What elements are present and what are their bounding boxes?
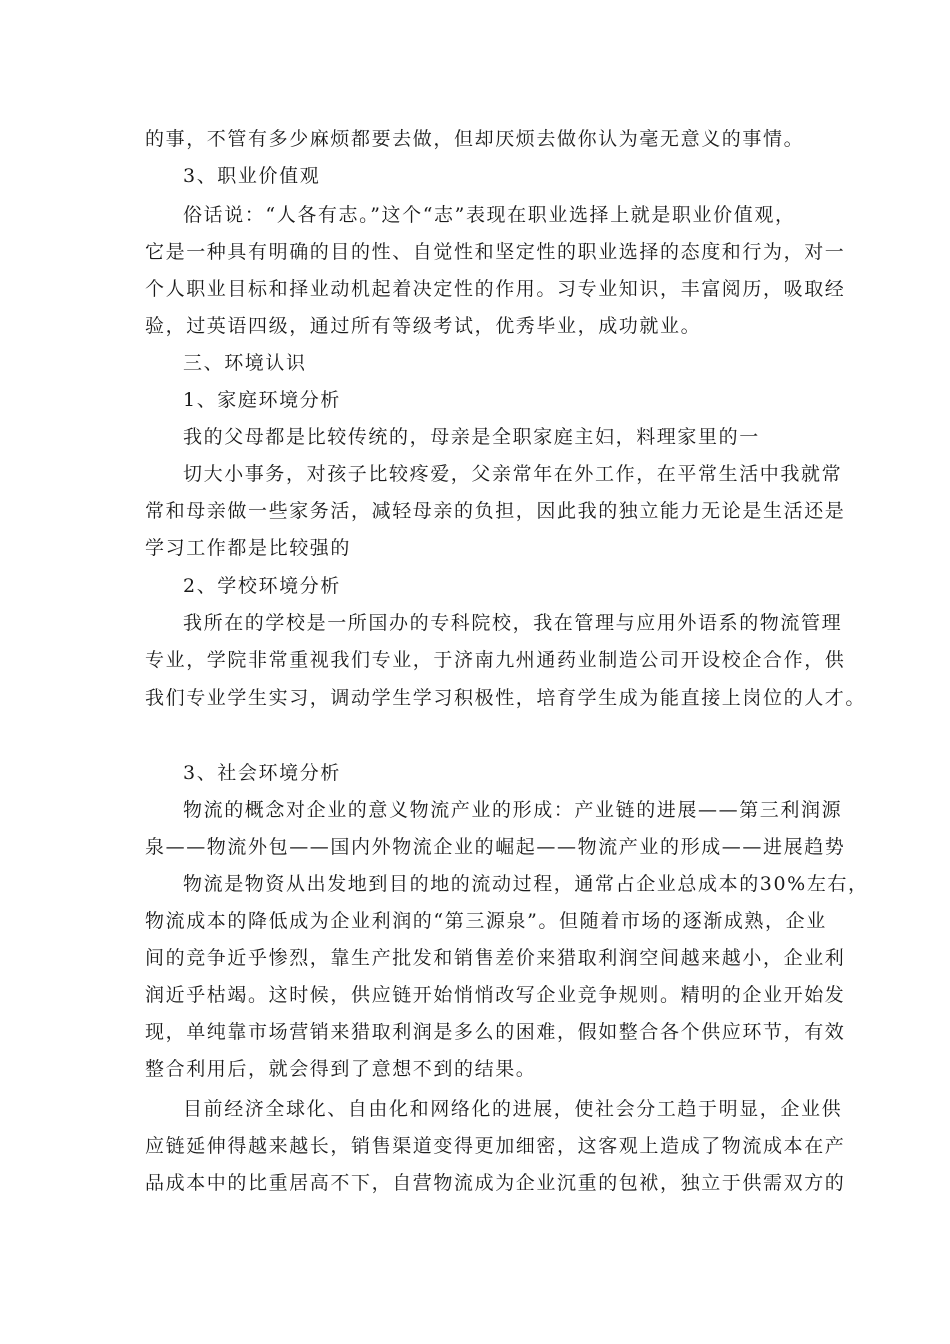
- section-heading: 2、学校环境分析: [183, 575, 341, 597]
- text-line: 应链延伸得越来越长，销售渠道变得更加细密，这客观上造成了物流成本在产: [145, 1135, 846, 1157]
- text-line: 的事，不管有多少麻烦都要去做，但却厌烦去做你认为毫无意义的事情。: [145, 128, 805, 150]
- section-heading: 1、家庭环境分析: [183, 389, 341, 411]
- text-line: 我的父母都是比较传统的，母亲是全职家庭主妇，料理家里的一: [183, 426, 760, 448]
- text-line: 物流的概念对企业的意义物流产业的形成：产业链的进展——第三利润源: [183, 799, 843, 821]
- text-line: 俗话说：“人各有志。”这个“志”表现在职业选择上就是职业价值观，: [183, 204, 796, 226]
- text-line: 目前经济全球化、自由化和网络化的进展，使社会分工趋于明显，企业供: [183, 1098, 843, 1120]
- text-line: 物流是物资从出发地到目的地的流动过程，通常占企业总成本的30%左右，: [183, 873, 869, 895]
- text-line: 品成本中的比重居高不下，自营物流成为企业沉重的包袱，独立于供需双方的: [145, 1172, 846, 1194]
- section-heading: 三、环境认识: [183, 352, 307, 374]
- text-line: 验，过英语四级，通过所有等级考试，优秀毕业，成功就业。: [145, 315, 702, 337]
- text-line: 现，单纯靠市场营销来猎取利润是多么的困难，假如整合各个供应环节，有效: [145, 1021, 846, 1043]
- text-line: 物流成本的降低成为企业利润的“第三源泉”。但随着市场的逐渐成熟，企业: [145, 910, 827, 932]
- text-line: 学习工作都是比较强的: [145, 537, 352, 559]
- text-line: 间的竞争近乎惨烈，靠生产批发和销售差价来猎取利润空间越来越小，企业利: [145, 947, 846, 969]
- section-heading: 3、职业价值观: [183, 165, 321, 187]
- text-line: 我所在的学校是一所国办的专科院校，我在管理与应用外语系的物流管理: [183, 612, 843, 634]
- text-line: 专业，学院非常重视我们专业，于济南九州通药业制造公司开设校企合作，供: [145, 649, 846, 671]
- section-heading: 3、社会环境分析: [183, 762, 341, 784]
- text-line: 泉——物流外包——国内外物流企业的崛起——物流产业的形成——进展趋势: [145, 836, 846, 858]
- text-line: 我们专业学生实习，调动学生学习积极性，培育学生成为能直接上岗位的人才。: [145, 687, 867, 709]
- text-line: 它是一种具有明确的目的性、自觉性和坚定性的职业选择的态度和行为，对一: [145, 241, 846, 263]
- text-line: 常和母亲做一些家务活，减轻母亲的负担，因此我的独立能力无论是生活还是: [145, 500, 846, 522]
- text-line: 整合利用后，就会得到了意想不到的结果。: [145, 1058, 537, 1080]
- text-line: 切大小事务，对孩子比较疼爱，父亲常年在外工作，在平常生活中我就常: [183, 463, 843, 485]
- text-line: 润近乎枯竭。这时候，供应链开始悄悄改写企业竞争规则。精明的企业开始发: [145, 984, 846, 1006]
- text-line: 个人职业目标和择业动机起着决定性的作用。习专业知识，丰富阅历，吸取经: [145, 278, 846, 300]
